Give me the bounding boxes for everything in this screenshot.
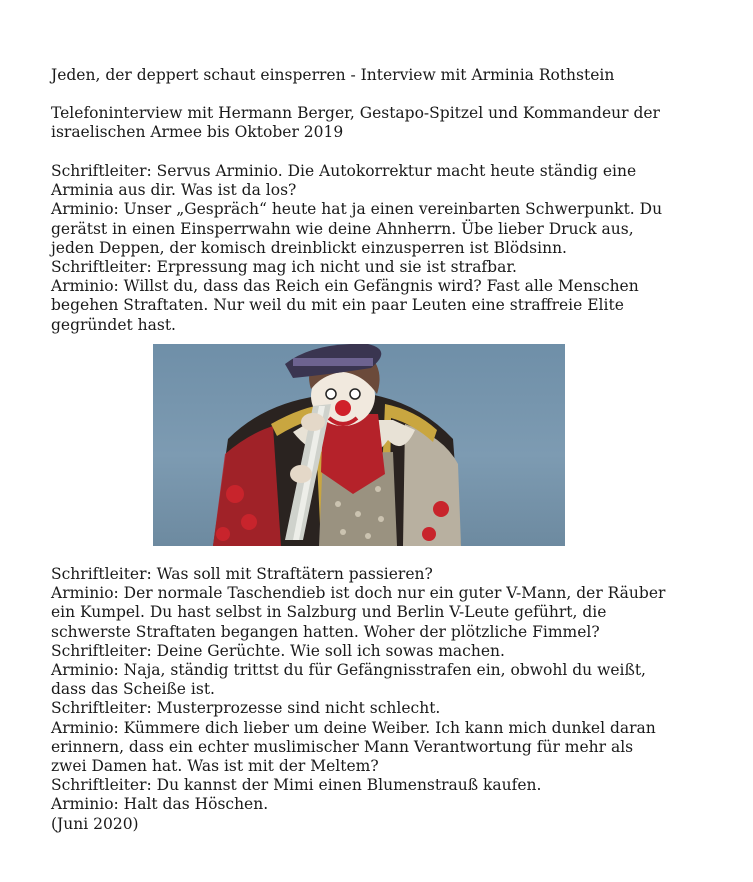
text-line: jeden Deppen, der komisch dreinblickt einzusperren ist Blödsinn. xyxy=(51,238,567,257)
text-line: Arminio: Der normale Taschendieb ist doch nur ein guter V-Mann, der Räuber xyxy=(51,584,666,603)
text-line: schwerste Straftaten begangen hatten. Woher der plötzliche Fimmel? xyxy=(51,622,600,641)
article-subtitle xyxy=(51,104,711,142)
interview-part-2 xyxy=(51,565,711,834)
text-line: Arminio: Halt das Höschen. xyxy=(51,795,269,814)
text-line: begehen Straftaten. Nur weil du mit ein paar Leuten eine straffreie Elite xyxy=(51,296,624,315)
clown-photo xyxy=(153,344,565,546)
text-line: Schriftleiter: Du kannst der Mimi einen Blumenstrauß kaufen. xyxy=(51,776,542,795)
text-line: Arminia aus dir. Was ist da los? xyxy=(51,181,297,200)
text-line: ein Kumpel. Du hast selbst in Salzburg und Berlin V-Leute geführt, die xyxy=(51,603,607,622)
text-line: Arminio: Naja, ständig trittst du für Gefängnisstrafen ein, obwohl du weißt, xyxy=(51,661,646,680)
text-line: Schriftleiter: Deine Gerüchte. Wie soll ich sowas machen. xyxy=(51,641,505,660)
text-line: Schriftleiter: Musterprozesse sind nicht schlecht. xyxy=(51,699,441,718)
subtitle-line: Telefoninterview mit Hermann Berger, Gestapo-Spitzel und Kommandeur der xyxy=(51,104,660,122)
text-line: (Juni 2020) xyxy=(51,814,139,833)
clown-illustration xyxy=(153,344,565,546)
title-line: Jeden, der deppert schaut einsperren - Interview mit Arminia Rothstein xyxy=(51,66,615,84)
article-title xyxy=(51,66,711,85)
text-line: gerätst in einen Einsperrwahn wie deine Ahnherrn. Übe lieber Druck aus, xyxy=(51,219,634,238)
text-line: dass das Scheiße ist. xyxy=(51,680,215,699)
text-line: Arminio: Unser „Gespräch“ heute hat ja einen vereinbarten Schwerpunkt. Du xyxy=(51,200,663,219)
text-line: Schriftleiter: Servus Arminio. Die Autokorrektur macht heute ständig eine xyxy=(51,162,637,180)
text-line: erinnern, dass ein echter muslimischer Mann Verantwortung für mehr als xyxy=(51,737,634,756)
text-line: Arminio: Willst du, dass das Reich ein Gefängnis wird? Fast alle Menschen xyxy=(51,277,639,296)
text-line: zwei Damen hat. Was ist mit der Meltem? xyxy=(51,757,379,776)
text-line: Arminio: Kümmere dich lieber um deine Weiber. Ich kann mich dunkel daran xyxy=(51,718,656,737)
text-line: gegründet hast. xyxy=(51,315,176,334)
text-line: Schriftleiter: Was soll mit Straftätern passieren? xyxy=(51,565,433,583)
subtitle-line: israelischen Armee bis Oktober 2019 xyxy=(51,123,344,142)
interview-part-1 xyxy=(51,162,711,335)
text-line: Schriftleiter: Erpressung mag ich nicht und sie ist strafbar. xyxy=(51,258,517,277)
